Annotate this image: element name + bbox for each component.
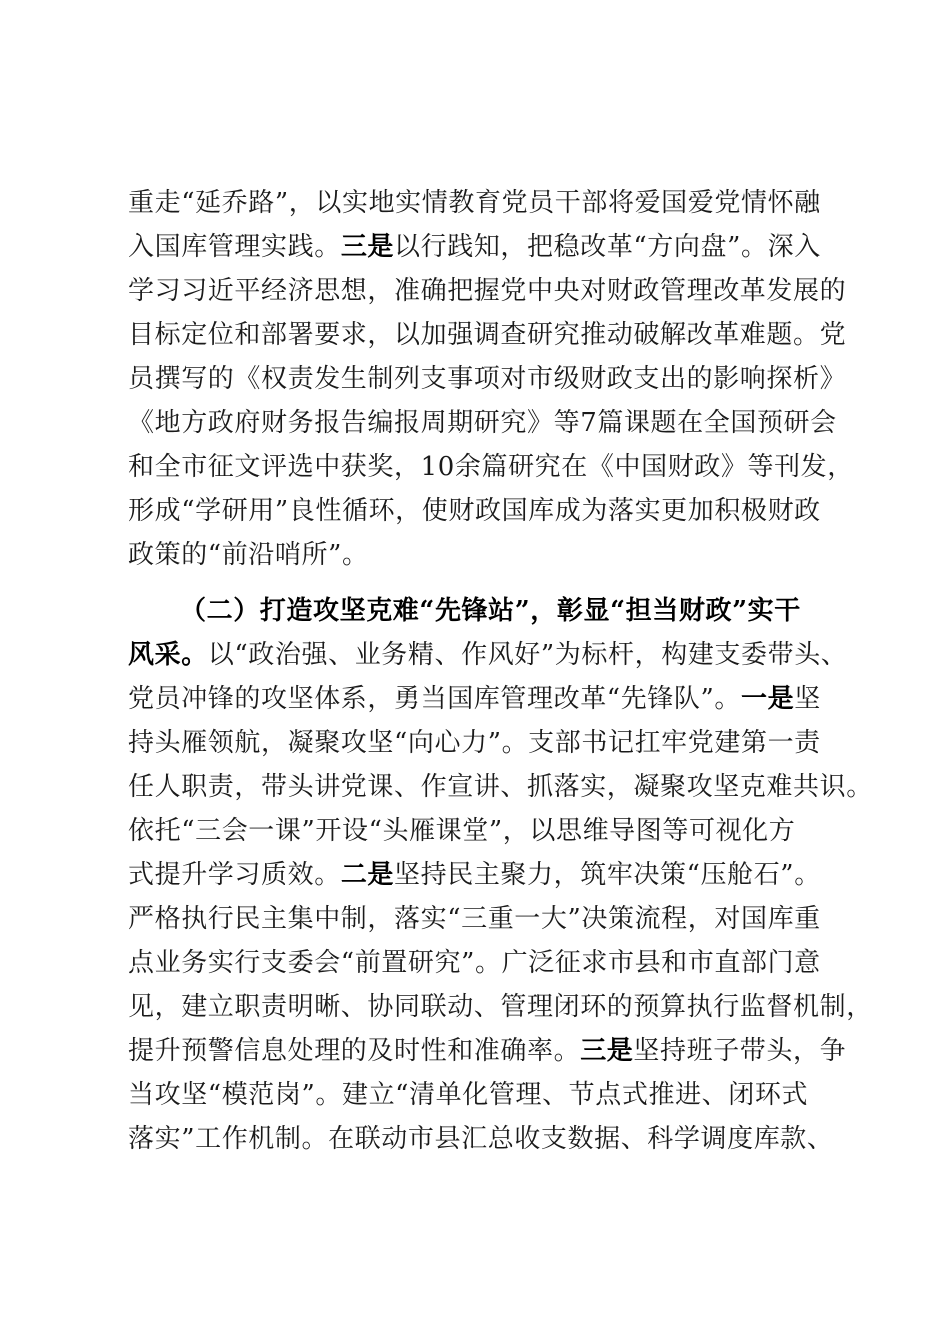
text-run: 以“政治强、业务精、作风好”为标杆，构建支委带头、 [207,640,848,670]
text-run-bold: 二是 [340,860,395,890]
text-run: 严格执行民主集中制，落实“三重一大”决策流程，对国库重 [128,904,821,934]
text-line [128,1034,847,1068]
text-run: 坚持民主聚力，筑牢决策“压舱石”。 [394,860,821,890]
text-line [128,1078,828,1112]
text-run-bold: 三是 [580,1036,634,1066]
text-line [128,858,828,892]
text-line [128,362,847,396]
text-line [128,990,873,1024]
text-run-bold: （二）打造攻坚克难“先锋站”，彰显“担当财政”实干 [180,596,801,626]
text-line [128,682,828,716]
text-line [128,230,828,264]
text-run: 落实”工作机制。在联动市县汇总收支数据、科学调度库款、 [128,1124,834,1154]
text-run: 《地方政府财务报告编报周期研究》等7篇课题在全国预研会 [128,408,837,438]
text-line [128,318,847,352]
text-run-bold: 风采。 [128,640,208,670]
text-line [128,274,847,308]
text-run: 学习习近平经济思想，准确把握党中央对财政管理改革发展的 [128,276,847,306]
text-run: 当攻坚“模范岗”。建立“清单化管理、节点式推进、闭环式 [128,1080,809,1110]
text-line [128,814,828,848]
text-run: 员撰写的《权责发生制列支事项对市级财政支出的影响探析》 [128,364,847,394]
text-run: 形成“学研用”良性循环，使财政国库成为落实更加积极财政 [128,496,821,526]
text-run: 坚 [794,684,821,714]
text-run: 目标定位和部署要求，以加强调查研究推动破解改革难题。党 [128,320,847,350]
text-line [128,538,828,572]
text-run: 党员冲锋的攻坚体系，勇当国库管理改革“先锋队”。 [128,684,741,714]
text-run: 重走“延乔路”，以实地实情教育党员干部将爱国爱党情怀融 [128,188,821,218]
text-line [128,494,828,528]
text-run: 和全市征文评选中获奖，10余篇研究在《中国财政》等刊发， [128,452,854,482]
text-run: 依托“三会一课”开设“头雁课堂”，以思维导图等可视化方 [128,816,796,846]
text-run: 见，建立职责明晰、协同联动、管理闭环的预算执行监督机制， [128,992,873,1022]
section-heading [180,594,830,628]
text-line [128,902,828,936]
text-run-bold: 三是 [340,232,395,262]
text-line [128,186,828,220]
text-line [128,450,854,484]
text-run: 点业务实行支委会“前置研究”。广泛征求市县和市直部门意 [128,948,821,978]
text-run: 以行践知，把稳改革“方向盘”。深入 [394,232,821,262]
text-run: 式提升学习质效。 [128,860,341,890]
text-run: 坚持班子带头，争 [633,1036,847,1066]
text-run: 提升预警信息处理的及时性和准确率。 [128,1036,581,1066]
text-run: 持头雁领航，凝聚攻坚“向心力”。支部书记扛牢党建第一责 [128,728,821,758]
text-line [128,1122,834,1156]
text-run: 任人职责，带头讲党课、作宣讲、抓落实，凝聚攻坚克难共识。 [128,772,873,802]
text-run-bold: 一是 [741,684,795,714]
text-line [128,770,873,804]
text-run: 入国库管理实践。 [128,232,341,262]
text-line [128,946,828,980]
text-line [128,638,848,672]
text-line [128,726,828,760]
text-run: 政策的“前沿哨所”。 [128,540,369,570]
text-line [128,406,837,440]
